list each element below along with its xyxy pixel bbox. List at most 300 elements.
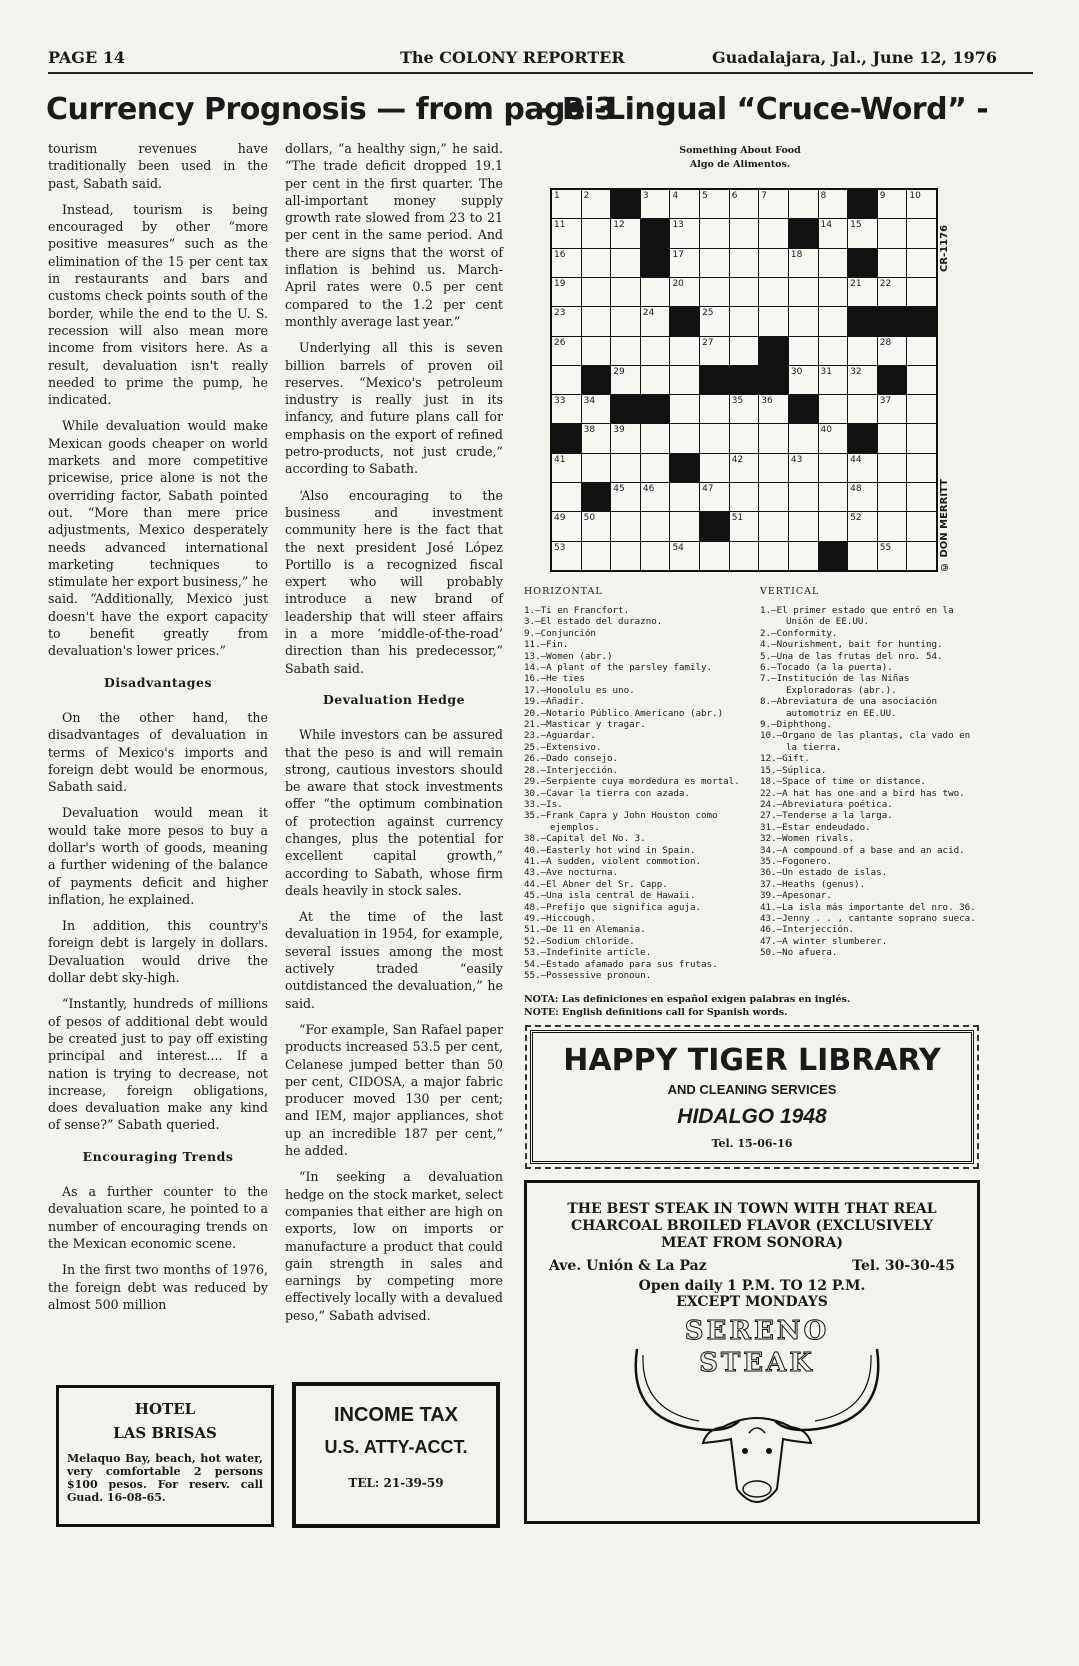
cell-number: 47 — [702, 484, 714, 495]
paragraph: dollars, “a healthy sign,” he said. “The trade deficit dropped 19.1 per cent in the first quarter. The all-important money supply growth rate slowed from 23 to 21 per cent in the same period. And there are signs that the worst of inflation is behind us. March-April rates were 0.5 per cent compared to the 1.2 per cent monthly average last year.” — [285, 141, 503, 329]
horizontal-heading: HORIZONTAL — [524, 586, 603, 597]
paragraph: While devaluation would make Mexican goods cheaper on world markets and more competitive pricewise, price alone is not the overriding factor, Sabath pointed out. “More than mere price adjustments, Mexico desperately needs advanced international marketing techniques to stimulate her export business,” he said. “Additionally, Mexico just doesn't have the export capacity to benefit greatly from devaluation's lower prices.” — [48, 418, 268, 659]
clue: 36.—Un estado de islas. — [760, 867, 888, 879]
grid-cell[interactable] — [907, 395, 936, 423]
clue: 33.—Is. — [524, 798, 563, 810]
clue: 43.—Jenny . . , cantante soprano sueca. — [760, 912, 976, 924]
cell-number: 40 — [820, 425, 832, 436]
grid-cell[interactable] — [552, 512, 581, 540]
grid-cell[interactable] — [582, 307, 611, 335]
subheading: Encouraging Trends — [82, 1148, 234, 1164]
grid-cell[interactable] — [611, 366, 640, 394]
grid-cell[interactable] — [789, 542, 818, 570]
grid-cell[interactable] — [641, 337, 670, 365]
cell-number: 32 — [850, 366, 862, 377]
grid-cell[interactable] — [907, 542, 936, 570]
clue: 22.—A hat has one and a bird has two. — [760, 787, 965, 799]
grid-cell[interactable] — [819, 249, 848, 277]
grid-block — [641, 395, 670, 423]
cell-number: 2 — [583, 191, 590, 201]
grid-cell[interactable] — [700, 219, 729, 247]
grid-block — [759, 337, 788, 365]
grid-cell[interactable] — [700, 307, 729, 335]
crossword-title: - Bi-Lingual “Cruce-Word” - — [540, 92, 989, 127]
clue: 52.—Sodium chloride. — [524, 935, 635, 947]
clue: 43.—Ave nocturna. — [524, 867, 619, 879]
grid-cell[interactable] — [670, 278, 699, 306]
paragraph: Underlying all this is seven billion barrels of proven oil reserves. “Mexico's petroleum industry is really just in its infancy, and future plans call for emphasis on the export of refined petro-products, not just crude,” according to Sabath. — [285, 340, 503, 477]
grid-block — [670, 454, 699, 482]
clue: 34.—A compound of a base and an acid. — [760, 844, 965, 856]
grid-cell[interactable] — [819, 219, 848, 247]
logo-word: STEAK — [699, 1348, 815, 1378]
grid-cell[interactable] — [611, 542, 640, 570]
grid-cell[interactable] — [670, 395, 699, 423]
hotel-ad — [56, 1385, 274, 1527]
grid-cell[interactable] — [700, 249, 729, 277]
grid-cell[interactable] — [552, 219, 581, 247]
cell-number: 22 — [879, 278, 892, 289]
paragraph: While investors can be assured that the peso is and will remain strong, cautious investors should be aware that stock investments offer “the optimum combination of protection against currency changes, plus the potential for excellent capital growth,” according to Sabath, whose firm deals heavily in stock sales. — [285, 727, 503, 898]
clue: 47.—A winter slumberer. — [760, 935, 888, 947]
grid-cell[interactable] — [789, 307, 818, 335]
grid-cell[interactable] — [730, 307, 759, 335]
logo-word: SERENO — [684, 1316, 830, 1346]
clue: 14.—A plant of the parsley family. — [524, 662, 713, 674]
crossword-credit: © DON MERRITT — [939, 479, 950, 572]
grid-cell[interactable] — [848, 395, 877, 423]
grid-block — [611, 190, 640, 218]
grid-cell[interactable] — [819, 278, 848, 306]
clue: 44.—El Abner del Sr. Capp. — [524, 878, 668, 890]
cell-number: 35 — [731, 396, 744, 407]
ad-closed-days: EXCEPT MONDAYS — [676, 1294, 828, 1310]
grid-cell[interactable] — [878, 395, 907, 423]
grid-block — [848, 307, 877, 335]
cell-number: 21 — [850, 278, 862, 289]
grid-cell[interactable] — [819, 307, 848, 335]
grid-cell[interactable] — [730, 395, 759, 423]
cell-number: 31 — [820, 366, 832, 377]
clue: 2.—Conformity. — [760, 627, 838, 639]
grid-block — [848, 190, 877, 218]
grid-cell[interactable] — [670, 512, 699, 540]
clue: 12.—Gift. — [760, 753, 810, 765]
grid-cell[interactable] — [611, 454, 640, 482]
grid-cell[interactable] — [878, 542, 907, 570]
grid-cell[interactable] — [552, 249, 581, 277]
grid-block — [789, 395, 818, 423]
grid-cell[interactable] — [848, 366, 877, 394]
grid-cell[interactable] — [848, 219, 877, 247]
crossword-subtitle-en: Something About Food — [679, 145, 801, 156]
grid-cell[interactable] — [730, 454, 759, 482]
grid-cell[interactable] — [907, 249, 936, 277]
grid-cell[interactable] — [670, 483, 699, 511]
grid-cell[interactable] — [848, 454, 877, 482]
cell-number: 9 — [879, 191, 886, 201]
cell-number: 46 — [642, 484, 655, 495]
ad-phone: Tel. 15-06-16 — [711, 1137, 793, 1150]
paragraph: Instead, tourism is being encouraged by other “more positive measures” such as the elimination of the 15 per cent tax in restaurants and bars and customs check points south of the border, while the end to the U. S. recession will also mean more income from visitors here. As a result, devaluation isn't really needed to prime the pump, he indicated. — [48, 201, 268, 408]
grid-cell[interactable] — [759, 395, 788, 423]
clue: 55.—Possessive pronoun. — [524, 970, 652, 981]
grid-cell[interactable] — [878, 512, 907, 540]
grid-cell[interactable] — [759, 512, 788, 540]
paragraph: In addition, this country's foreign debt is largely in dollars. Devaluation would drive the dollar debt sky-high. — [48, 918, 268, 986]
cell-number: 23 — [554, 308, 566, 319]
cell-number: 50 — [583, 513, 596, 524]
clue: 35.—Fogonero. — [760, 855, 832, 867]
cell-number: 6 — [731, 191, 738, 201]
grid-block — [819, 542, 848, 570]
grid-cell[interactable] — [552, 454, 581, 482]
cell-number: 25 — [702, 308, 714, 319]
cell-number: 14 — [820, 220, 832, 231]
ad-hours: Open daily 1 P.M. TO 12 P.M. — [638, 1278, 866, 1294]
grid-cell[interactable] — [819, 395, 848, 423]
grid-cell[interactable] — [611, 278, 640, 306]
ad-phone: Tel. 30-30-45 — [852, 1258, 955, 1274]
clue: 9.—Conjunción — [524, 627, 596, 639]
cell-number: 34 — [583, 396, 596, 407]
clue: 13.—Women (abr.) — [524, 650, 613, 662]
cell-number: 16 — [554, 249, 566, 260]
grid-cell[interactable] — [878, 424, 907, 452]
grid-cell[interactable] — [641, 190, 670, 218]
grid-cell[interactable] — [611, 307, 640, 335]
clue: 11.—Fin. — [524, 639, 569, 651]
grid-cell[interactable] — [700, 337, 729, 365]
clue: 6.—Tocado (a la puerta). — [760, 662, 893, 674]
ad-phone: TEL: 21-39-59 — [348, 1476, 444, 1490]
grid-cell[interactable] — [670, 366, 699, 394]
grid-cell[interactable] — [670, 219, 699, 247]
grid-cell[interactable] — [641, 512, 670, 540]
clue: 54.—Estado afamado para sus frutas. — [524, 958, 718, 970]
grid-cell[interactable] — [907, 219, 936, 247]
grid-cell[interactable] — [730, 337, 759, 365]
steak-ad — [524, 1180, 980, 1524]
cell-number: 8 — [820, 191, 827, 201]
grid-cell[interactable] — [878, 219, 907, 247]
grid-cell[interactable] — [611, 483, 640, 511]
grid-cell[interactable] — [730, 219, 759, 247]
grid-cell[interactable] — [759, 249, 788, 277]
grid-cell[interactable] — [641, 483, 670, 511]
clue: 16.—He ties — [524, 673, 585, 685]
grid-cell[interactable] — [878, 249, 907, 277]
cell-number: 26 — [554, 337, 566, 348]
grid-cell[interactable] — [611, 424, 640, 452]
grid-cell[interactable] — [848, 483, 877, 511]
grid-cell[interactable] — [730, 424, 759, 452]
grid-cell[interactable] — [641, 542, 670, 570]
grid-cell[interactable] — [907, 454, 936, 482]
grid-cell[interactable] — [907, 337, 936, 365]
grid-block — [582, 366, 611, 394]
grid-cell[interactable] — [582, 190, 611, 218]
clue: 5.—Una de las frutas del nro. 54. — [760, 650, 943, 662]
clue: 4.—Nourishment, bait for hunting. — [760, 639, 943, 651]
clue: 39.—Apesonar. — [760, 890, 832, 902]
cell-number: 1 — [554, 191, 560, 201]
grid-cell[interactable] — [582, 249, 611, 277]
clue: 9.—Diphthong. — [760, 719, 832, 731]
cell-number: 5 — [702, 191, 708, 201]
cell-number: 10 — [909, 191, 921, 201]
grid-cell[interactable] — [670, 249, 699, 277]
grid-cell[interactable] — [759, 454, 788, 482]
cell-number: 28 — [879, 337, 892, 348]
grid-cell[interactable] — [641, 278, 670, 306]
grid-cell[interactable] — [789, 190, 818, 218]
grid-cell[interactable] — [552, 307, 581, 335]
paragraph: “Instantly, hundreds of millions of pesos of additional debt would be created just to pay off existing principal and interest.... If a nation is trying to decrease, not increase, foreign obligations, does devaluation make any kind of sense?” Sabath queried. — [48, 996, 268, 1133]
clue: 27.—Tenderse a la larga. — [760, 810, 893, 822]
ad-line: CHARCOAL BROILED FLAVOR (EXCLUSIVELY — [571, 1218, 933, 1234]
cell-number: 15 — [850, 220, 862, 231]
cell-number: 53 — [554, 542, 566, 553]
grid-cell[interactable] — [700, 542, 729, 570]
cell-number: 18 — [790, 249, 803, 260]
bull-head-logo — [627, 1309, 887, 1519]
grid-block — [878, 366, 907, 394]
grid-block — [878, 307, 907, 335]
cell-number: 12 — [613, 220, 625, 231]
grid-cell[interactable] — [611, 219, 640, 247]
clue: 23.—Aguardar. — [524, 730, 596, 742]
cell-number: 45 — [613, 484, 625, 495]
clue: 53.—Indefinite article. — [524, 947, 652, 959]
paragraph: “In seeking a devaluation hedge on the stock market, select companies that either are high on exports, low on imports or manufacture a product that could gain strength in sales and earnings by competing more effectively locally with a devalued peso,” Sabath advised. — [285, 1169, 503, 1323]
grid-cell[interactable] — [582, 395, 611, 423]
ad-title: HOTEL — [134, 1400, 196, 1418]
grid-cell[interactable] — [582, 278, 611, 306]
grid-cell[interactable] — [819, 454, 848, 482]
paragraph: tourism revenues have traditionally been used in the past, Sabath said. — [48, 141, 268, 191]
grid-cell[interactable] — [878, 454, 907, 482]
grid-cell[interactable] — [611, 249, 640, 277]
grid-cell[interactable] — [907, 512, 936, 540]
grid-cell[interactable] — [730, 190, 759, 218]
grid-cell[interactable] — [730, 512, 759, 540]
grid-cell[interactable] — [670, 337, 699, 365]
grid-cell[interactable] — [878, 337, 907, 365]
grid-cell[interactable] — [878, 483, 907, 511]
grid-cell[interactable] — [848, 542, 877, 570]
grid-cell[interactable] — [759, 424, 788, 452]
paragraph: In the first two months of 1976, the foreign debt was reduced by almost 500 million — [48, 1262, 268, 1312]
grid-cell[interactable] — [819, 424, 848, 452]
grid-cell[interactable] — [907, 424, 936, 452]
cell-number: 39 — [613, 425, 625, 436]
grid-cell[interactable] — [700, 395, 729, 423]
paragraph: As a further counter to the devaluation scare, he pointed to a number of encouraging trends on the Mexican economic scene. — [48, 1184, 268, 1251]
clue: 31.—Estar endeudado. — [760, 821, 871, 833]
grid-cell[interactable] — [700, 454, 729, 482]
grid-cell[interactable] — [670, 424, 699, 452]
grid-cell[interactable] — [670, 190, 699, 218]
article-headline: Currency Prognosis — from page 3 — [46, 92, 616, 127]
cell-number: 4 — [672, 191, 679, 201]
grid-cell[interactable] — [819, 483, 848, 511]
crossword-note-en: NOTE: English definitions call for Spanish words. — [524, 1007, 788, 1018]
grid-cell[interactable] — [641, 454, 670, 482]
cell-number: 33 — [554, 396, 566, 407]
header-rule — [48, 72, 1033, 74]
ad-line: MEAT FROM SONORA) — [660, 1235, 844, 1251]
grid-cell[interactable] — [552, 190, 581, 218]
vertical-clues — [760, 586, 978, 959]
grid-cell[interactable] — [552, 366, 581, 394]
grid-block — [848, 249, 877, 277]
clue: 46.—Interjección. — [760, 924, 855, 936]
clue: 50.—No afuera. — [760, 947, 838, 959]
grid-block — [582, 483, 611, 511]
grid-cell[interactable] — [700, 424, 729, 452]
clue: 7.—Institución de las Niñas Exploradoras (abr.). — [760, 673, 910, 696]
ad-title: INCOME TAX — [333, 1404, 459, 1426]
grid-cell[interactable] — [611, 512, 640, 540]
grid-cell[interactable] — [582, 337, 611, 365]
paragraph: ‘Also encouraging to the business and investment community here is the fact that the next president José López Portillo is a recognized fiscal expert who will probably introduce a new brand of leadership that will steer affairs in a more ‘middle-of-the-road’ direction than his predecessor,” Sabath said. — [285, 487, 503, 676]
cell-number: 30 — [790, 366, 803, 377]
dateline: Guadalajara, Jal., June 12, 1976 — [712, 48, 998, 67]
cell-number: 42 — [731, 454, 744, 465]
cell-number: 52 — [850, 513, 862, 524]
ad-address: HIDALGO 1948 — [677, 1105, 827, 1128]
clue: 26.—Dado consejo. — [524, 753, 619, 765]
cell-number: 43 — [790, 454, 803, 465]
grid-cell[interactable] — [552, 278, 581, 306]
grid-cell[interactable] — [907, 483, 936, 511]
grid-cell[interactable] — [641, 307, 670, 335]
cell-number: 36 — [761, 396, 773, 407]
clue: 29.—Serpiente cuya mordedura es mortal. — [524, 776, 740, 788]
grid-cell[interactable] — [819, 337, 848, 365]
grid-cell[interactable] — [819, 366, 848, 394]
grid-cell[interactable] — [819, 190, 848, 218]
article-column-1 — [48, 140, 268, 1322]
ad-subtitle: U.S. ATTY-ACCT. — [324, 1437, 468, 1457]
grid-cell[interactable] — [730, 483, 759, 511]
clue: 37.—Heaths (genus). — [760, 878, 866, 890]
grid-block — [700, 366, 729, 394]
grid-cell[interactable] — [582, 454, 611, 482]
grid-cell[interactable] — [582, 424, 611, 452]
clue: 49.—Hiccough. — [524, 912, 596, 924]
cell-number: 13 — [672, 220, 684, 231]
grid-cell[interactable] — [789, 454, 818, 482]
grid-cell[interactable] — [552, 395, 581, 423]
grid-cell[interactable] — [611, 337, 640, 365]
cell-number: 44 — [850, 454, 862, 465]
grid-block — [848, 424, 877, 452]
crossword-grid[interactable] — [550, 188, 938, 572]
grid-cell[interactable] — [730, 542, 759, 570]
cell-number: 41 — [554, 454, 566, 465]
grid-block — [730, 366, 759, 394]
grid-cell[interactable] — [552, 483, 581, 511]
grid-cell[interactable] — [759, 542, 788, 570]
grid-cell[interactable] — [641, 424, 670, 452]
cell-number: 3 — [642, 191, 649, 201]
grid-cell[interactable] — [759, 190, 788, 218]
grid-cell[interactable] — [789, 278, 818, 306]
clue: 1.—Ti en Francfort. — [524, 605, 630, 616]
crossword-code: CR-1176 — [939, 224, 950, 272]
grid-cell[interactable] — [552, 542, 581, 570]
grid-cell[interactable] — [759, 483, 788, 511]
cell-number: 7 — [761, 191, 768, 201]
cell-number: 54 — [672, 542, 684, 553]
grid-cell[interactable] — [789, 337, 818, 365]
grid-cell[interactable] — [641, 366, 670, 394]
paragraph: Devaluation would mean it would take more pesos to buy a dollar's worth of goods, meaning a further widening of the balance of payments deficit and higher inflation, he explained. — [48, 805, 268, 907]
grid-cell[interactable] — [700, 483, 729, 511]
ad-address: Ave. Unión & La Paz — [549, 1258, 707, 1274]
cell-number: 11 — [554, 220, 566, 231]
ad-title: HAPPY TIGER LIBRARY — [563, 1043, 941, 1078]
grid-cell[interactable] — [907, 190, 936, 218]
grid-cell[interactable] — [878, 190, 907, 218]
clue: 8.—Abreviatura de una asociación automotriz en EE.UU. — [760, 696, 938, 719]
grid-cell[interactable] — [670, 542, 699, 570]
grid-cell[interactable] — [730, 278, 759, 306]
grid-cell[interactable] — [759, 219, 788, 247]
grid-cell[interactable] — [848, 337, 877, 365]
clue: 30.—Cavar la tierra con azada. — [524, 787, 690, 799]
grid-cell[interactable] — [700, 190, 729, 218]
clue: 1.—El primer estado que entró en la Unión de EE.UU. — [760, 605, 954, 628]
grid-cell[interactable] — [582, 542, 611, 570]
grid-cell[interactable] — [907, 278, 936, 306]
grid-cell[interactable] — [789, 249, 818, 277]
grid-cell[interactable] — [582, 219, 611, 247]
grid-cell[interactable] — [552, 337, 581, 365]
cell-number: 37 — [879, 396, 892, 407]
cell-number: 27 — [702, 337, 714, 348]
grid-block — [552, 424, 581, 452]
clue: 25.—Extensivo. — [524, 741, 602, 753]
grid-cell[interactable] — [907, 366, 936, 394]
grid-cell[interactable] — [700, 278, 729, 306]
grid-cell[interactable] — [582, 512, 611, 540]
grid-cell[interactable] — [848, 278, 877, 306]
clue: 28.—Interjección. — [524, 764, 619, 776]
grid-cell[interactable] — [759, 278, 788, 306]
newspaper-name: The COLONY REPORTER — [400, 48, 625, 67]
cell-number: 38 — [583, 425, 596, 436]
grid-cell[interactable] — [848, 512, 877, 540]
horizontal-clues — [524, 586, 752, 981]
grid-cell[interactable] — [789, 512, 818, 540]
grid-cell[interactable] — [878, 278, 907, 306]
grid-cell[interactable] — [789, 366, 818, 394]
grid-block — [700, 512, 729, 540]
grid-cell[interactable] — [819, 512, 848, 540]
grid-cell[interactable] — [730, 249, 759, 277]
clue: 20.—Notario Público Americano (abr.) — [524, 707, 724, 719]
crossword-note-es: NOTA: Las definiciones en español exigen palabras en inglés. — [524, 994, 851, 1005]
paragraph: On the other hand, the disadvantages of devaluation in terms of Mexico's imports and foreign debt would be enormous, Sabath said. — [48, 709, 268, 795]
clue: 18.—Space of time or distance. — [760, 776, 926, 788]
clue: 48.—Prefijo que significa aguja. — [524, 901, 702, 913]
grid-cell[interactable] — [759, 307, 788, 335]
grid-cell[interactable] — [789, 483, 818, 511]
grid-cell[interactable] — [789, 424, 818, 452]
